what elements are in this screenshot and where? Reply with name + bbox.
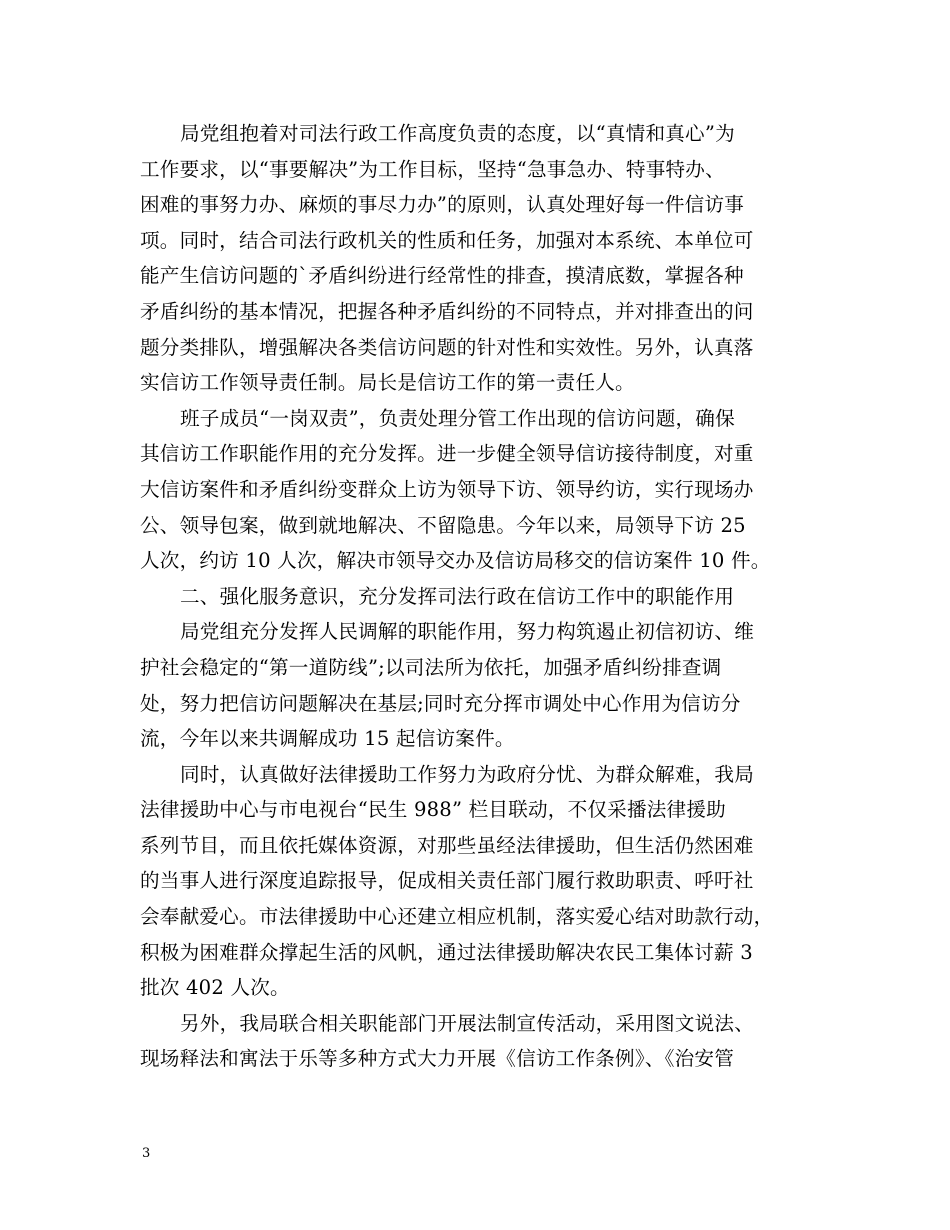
text-line: 能产生信访问题的`矛盾纠纷进行经常性的排查，摸清底数，掌握各种 [140, 264, 744, 288]
text-line: 会奉献爱心。市法律援助中心还建立相应机制，落实爱心结对助款行动， [140, 905, 774, 929]
text-line: 系列节目，而且依托媒体资源，对那些虽经法律援助，但生活仍然困难 [140, 833, 754, 857]
text-line: 实信访工作领导责任制。局长是信访工作的第一责任人。 [140, 371, 635, 395]
text-line: 流，今年以来共调解成功 15 起信访案件。 [140, 727, 515, 751]
text-line: 困难的事努力办、麻烦的事尽力办”的原则，认真处理好每一件信访事 [140, 193, 745, 217]
text-line: 法律援助中心与市电视台“民生 988” 栏目联动，不仅采播法律援助 [140, 798, 726, 822]
text-line: 局党组抱着对司法行政工作高度负责的态度，以“真情和真心”为 [180, 122, 735, 145]
text-line: 项。同时，结合司法行政机关的性质和任务，加强对本系统、本单位可 [140, 228, 754, 252]
text-line: 处，努力把信访问题解决在基层;同时充分挥市调处中心作用为信访分 [140, 691, 741, 715]
text-line: 护社会稳定的“第一道防线”;以司法所为依托，加强矛盾纠纷排查调 [140, 655, 722, 679]
body-text [140, 116, 812, 1077]
text-line: 现场释法和寓法于乐等多种方式大力开展《信访工作条例》、《治安管 [140, 1047, 735, 1071]
text-line: 大信访案件和矛盾纠纷变群众上访为领导下访、领导约访，实行现场办 [140, 477, 754, 501]
text-line: 的当事人进行深度追踪报导，促成相关责任部门履行救助职责、呼吁社 [140, 869, 754, 893]
text-line: 另外，我局联合相关职能部门开展法制宣传活动，采用图文说法、 [180, 1011, 755, 1035]
text-line: 人次，约访 10 人次，解决市领导交办及信访局移交的信访案件 10 件。 [140, 549, 771, 573]
text-line: 批次 402 人次。 [140, 976, 290, 1000]
text-line: 其信访工作职能作用的充分发挥。进一步健全领导信访接待制度，对重 [140, 442, 754, 466]
text-line: 积极为困难群众撑起生活的风帆，通过法律援助解决农民工集体讨薪 3 [140, 940, 753, 964]
text-line: 工作要求，以“事要解决”为工作目标，坚持“急事急办、特事特办、 [140, 157, 725, 181]
text-line: 题分类排队，增强解决各类信访问题的针对性和实效性。另外，认真落 [140, 335, 754, 359]
text-line: 班子成员“一岗双责”，负责处理分管工作出现的信访问题，确保 [180, 406, 735, 430]
text-line: 二、强化服务意识，充分发挥司法行政在信访工作中的职能作用 [180, 584, 735, 608]
text-line: 同时，认真做好法律援助工作努力为政府分忧、为群众解难，我局 [180, 762, 755, 786]
text-line: 公、领导包案，做到就地解决、不留隐患。今年以来，局领导下访 25 [140, 513, 746, 537]
page-number: 3 [142, 1146, 151, 1161]
text-line: 局党组充分发挥人民调解的职能作用，努力构筑遏止初信初访、维 [180, 620, 755, 644]
text-line: 矛盾纠纷的基本情况，把握各种矛盾纠纷的不同特点，并对排查出的问 [140, 299, 754, 323]
